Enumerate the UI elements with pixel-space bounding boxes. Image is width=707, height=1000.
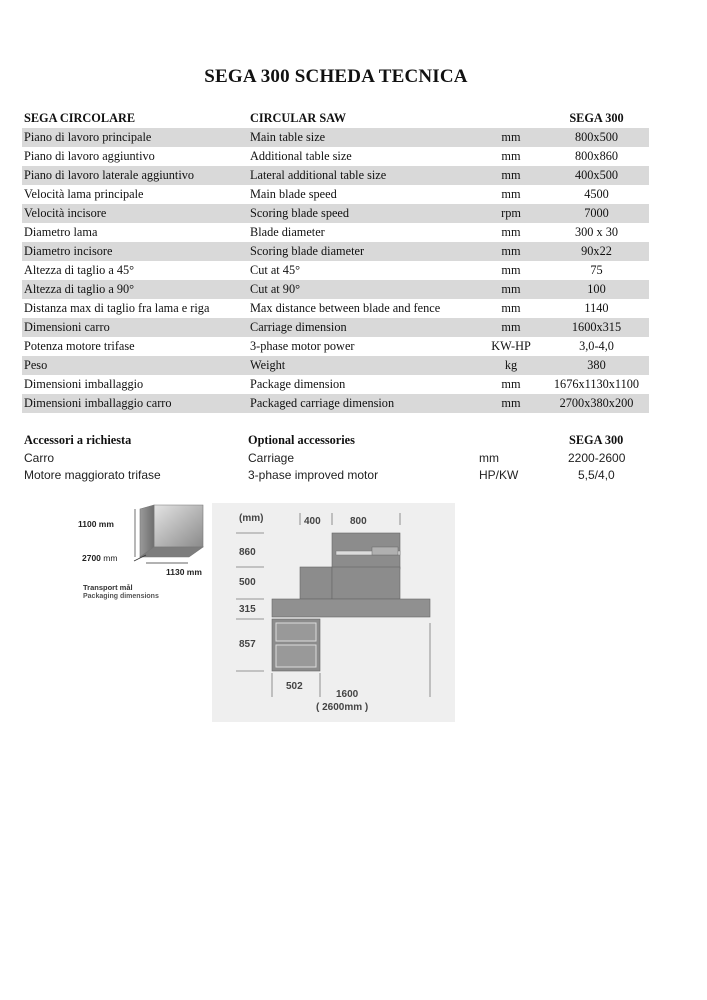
accessory-value-1: 5,5/4,0 xyxy=(578,468,615,482)
spec-en: Package dimension xyxy=(250,377,346,391)
spec-unit: mm xyxy=(501,263,521,277)
spec-en: Lateral additional table size xyxy=(246,166,478,185)
package-caption-2: Packaging dimensions xyxy=(83,593,159,600)
spec-value: 800x860 xyxy=(574,149,619,163)
spec-value: 380 xyxy=(544,356,649,375)
spec-en: Additional table size xyxy=(250,149,352,163)
spec-unit: mm xyxy=(501,301,521,315)
spec-it: Altezza di taglio a 45° xyxy=(24,263,135,277)
layout-unit-label: (mm) xyxy=(239,513,264,524)
spec-unit: KW-HP xyxy=(491,339,531,353)
spec-row xyxy=(22,280,649,299)
spec-en: Blade diameter xyxy=(250,225,325,239)
carriage xyxy=(272,599,430,617)
spec-en: Packaged carriage dimension xyxy=(246,394,478,413)
spec-unit: mm xyxy=(501,225,521,239)
accessory-value-0: 2200-2600 xyxy=(568,451,626,465)
spec-en: Cut at 45° xyxy=(250,263,301,277)
spec-value: 4500 xyxy=(584,187,609,201)
spec-it: Dimensioni imballaggio carro xyxy=(22,394,246,413)
spec-unit: mm xyxy=(501,377,521,391)
header-en: CIRCULAR SAW xyxy=(250,111,346,125)
package-width-label: 1130 mm xyxy=(166,567,202,577)
spec-unit: mm xyxy=(478,166,544,185)
spec-unit: mm xyxy=(501,187,521,201)
layout-left-315: 315 xyxy=(239,604,256,615)
spec-it: Piano di lavoro principale xyxy=(22,128,246,147)
spec-it: Altezza di taglio a 90° xyxy=(22,280,246,299)
layout-bottom-2600: ( 2600mm ) xyxy=(316,702,369,713)
accessory-en-1: 3-phase improved motor xyxy=(248,468,379,482)
spec-unit: rpm xyxy=(478,204,544,223)
spec-value: 800x500 xyxy=(544,128,649,147)
spec-it: Potenza motore trifase xyxy=(24,339,135,353)
spec-it: Diametro lama xyxy=(24,225,98,239)
fence-block xyxy=(372,547,398,555)
spec-unit: mm xyxy=(478,318,544,337)
spec-en: Weight xyxy=(246,356,478,375)
package-caption-1: Transport mål xyxy=(83,583,133,592)
spec-it: Piano di lavoro laterale aggiuntivo xyxy=(22,166,246,185)
spec-value: 1600x315 xyxy=(544,318,649,337)
spec-row xyxy=(22,147,649,166)
spec-it: Piano di lavoro aggiuntivo xyxy=(24,149,155,163)
spec-row xyxy=(22,166,649,185)
spec-unit: mm xyxy=(478,242,544,261)
spec-en: Scoring blade speed xyxy=(246,204,478,223)
accessory-it-0: Carro xyxy=(24,451,55,465)
spec-row xyxy=(22,261,649,280)
spec-table xyxy=(22,109,649,413)
header-it: SEGA CIRCOLARE xyxy=(24,111,136,125)
spec-unit: mm xyxy=(478,394,544,413)
spec-row xyxy=(22,375,649,394)
package-length-label xyxy=(82,553,117,563)
spec-row xyxy=(22,128,649,147)
layout-bottom-502: 502 xyxy=(286,681,303,692)
spec-it: Velocità lama principale xyxy=(24,187,144,201)
header-unit xyxy=(478,109,544,128)
lateral-table xyxy=(300,567,332,599)
accessory-en-0: Carriage xyxy=(248,451,295,465)
layout-left-860: 860 xyxy=(239,547,256,558)
layout-top-400: 400 xyxy=(304,516,321,527)
accessories-header-value: SEGA 300 xyxy=(569,433,624,447)
spec-it: Velocità incisore xyxy=(22,204,246,223)
spec-value: 1676x1130x1100 xyxy=(553,377,640,391)
spec-it: Diametro incisore xyxy=(22,242,246,261)
spec-value: 7000 xyxy=(544,204,649,223)
spec-row xyxy=(22,337,649,356)
main-table xyxy=(332,567,400,599)
layout-left-857: 857 xyxy=(239,639,256,650)
spec-row xyxy=(22,394,649,413)
package-height-label: 1100 mm xyxy=(78,519,114,529)
spec-en: Carriage dimension xyxy=(246,318,478,337)
layout-left-500: 500 xyxy=(239,577,256,588)
spec-it: Dimensioni carro xyxy=(22,318,246,337)
accessory-unit-0: mm xyxy=(479,451,499,465)
spec-unit: mm xyxy=(478,280,544,299)
spec-value: 300 x 30 xyxy=(574,225,619,239)
spec-en: Cut at 90° xyxy=(246,280,478,299)
spec-en: Main blade speed xyxy=(250,187,337,201)
package-length-value: 2700 xyxy=(82,553,101,563)
spec-row xyxy=(22,242,649,261)
spec-unit: mm xyxy=(501,149,521,163)
layout-bottom-1600: 1600 xyxy=(336,689,359,700)
spec-value: 400x500 xyxy=(544,166,649,185)
spec-row xyxy=(22,356,649,375)
spec-unit: mm xyxy=(478,128,544,147)
sliding-table-top xyxy=(276,623,316,641)
spec-it: Peso xyxy=(22,356,246,375)
spec-en: 3-phase motor power xyxy=(250,339,355,353)
spec-unit: kg xyxy=(478,356,544,375)
spec-header-row xyxy=(22,109,649,128)
layout-top-800: 800 xyxy=(350,516,367,527)
package-box-figure xyxy=(22,497,212,607)
spec-row xyxy=(22,185,649,204)
package-length-unit: mm xyxy=(103,553,118,563)
spec-value: 2700x380x200 xyxy=(544,394,649,413)
spec-value: 1140 xyxy=(584,301,609,315)
spec-en: Max distance between blade and fence xyxy=(250,301,441,315)
box-front-face xyxy=(154,505,203,547)
spec-row xyxy=(22,318,649,337)
header-value: SEGA 300 xyxy=(569,111,624,125)
spec-row xyxy=(22,223,649,242)
spec-row xyxy=(22,204,649,223)
spec-en: Main table size xyxy=(246,128,478,147)
machine-layout-figure xyxy=(212,503,455,722)
spec-it: Dimensioni imballaggio xyxy=(24,377,144,391)
accessories-header-it: Accessori a richiesta xyxy=(24,433,132,447)
spec-value: 3,0-4,0 xyxy=(579,339,614,353)
spec-it: Distanza max di taglio fra lama e riga xyxy=(24,301,210,315)
sliding-table-bottom xyxy=(276,645,316,667)
spec-value: 90x22 xyxy=(544,242,649,261)
spec-value: 100 xyxy=(544,280,649,299)
accessory-unit-1: HP/KW xyxy=(479,468,519,482)
page-title: SEGA 300 SCHEDA TECNICA xyxy=(204,66,468,87)
spec-value: 75 xyxy=(590,263,603,277)
spec-en: Scoring blade diameter xyxy=(246,242,478,261)
spec-row xyxy=(22,299,649,318)
accessory-it-1: Motore maggiorato trifase xyxy=(24,468,161,482)
accessories-header-en: Optional accessories xyxy=(248,433,355,447)
